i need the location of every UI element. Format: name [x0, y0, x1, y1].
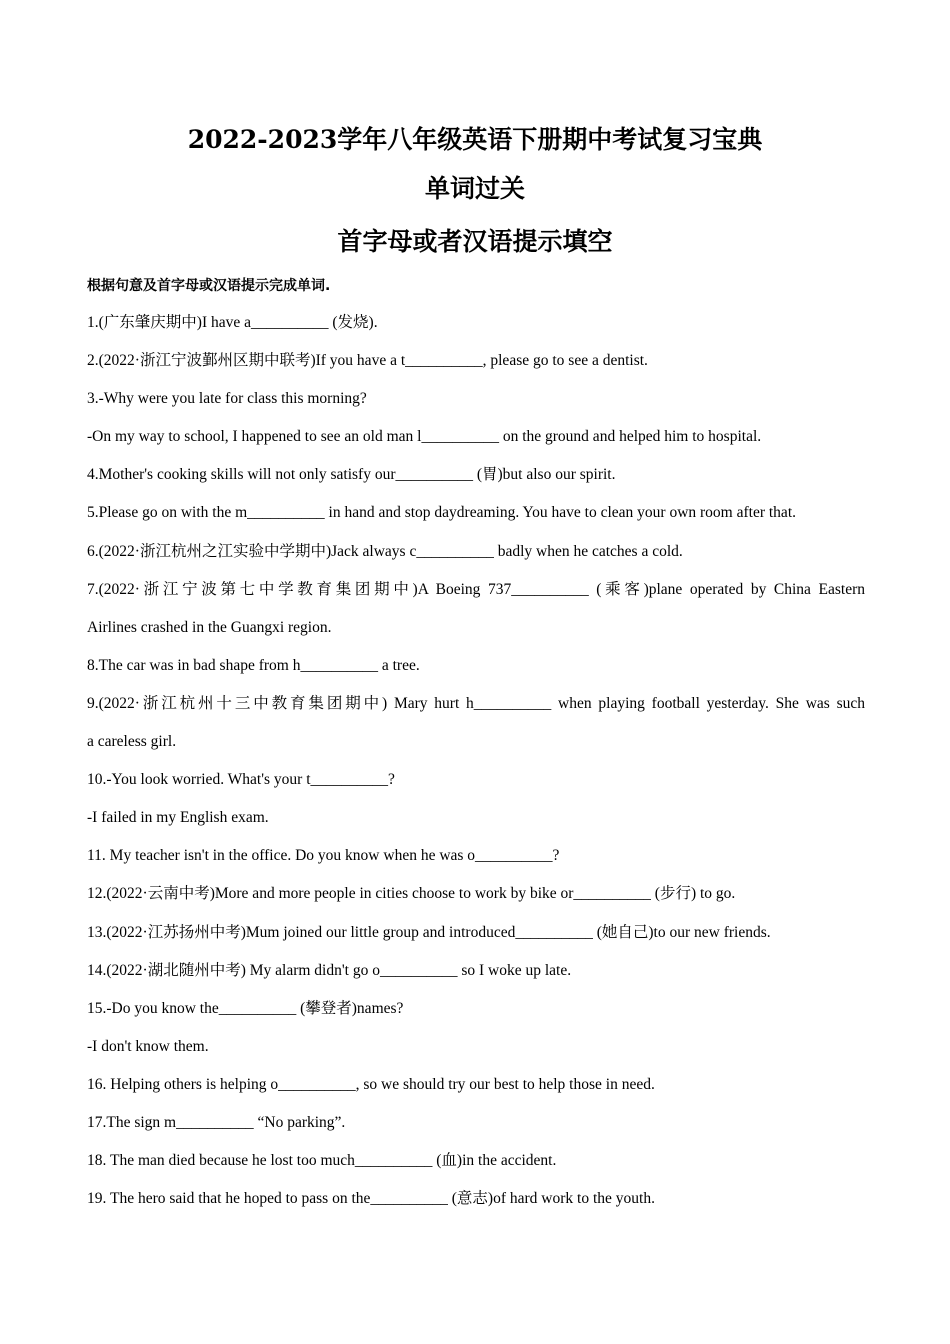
question-line: 2.(2022·浙江宁波鄞州区期中联考)If you have a t__________, please go to see a dentist.	[87, 352, 648, 370]
instructions: 根据句意及首字母或汉语提示完成单词.	[87, 278, 331, 294]
question-line: 13.(2022·江苏扬州中考)Mum joined our little group and introduced__________ (她自己)to our new friends.	[87, 923, 771, 941]
question-line: -On my way to school, I happened to see an old man l__________ on the ground and helped him to hospital.	[87, 428, 762, 446]
question-line: 8.The car was in bad shape from h__________ a tree.	[87, 656, 420, 674]
exercise-title: 首字母或者汉语提示填空	[337, 227, 613, 256]
question-line: 15.-Do you know the__________ (攀登者)names?	[87, 999, 404, 1017]
question-list	[87, 313, 865, 1227]
question-line: Airlines crashed in the Guangxi region.	[87, 618, 332, 636]
question-line: a careless girl.	[87, 733, 177, 751]
question-line: 16. Helping others is helping o__________, so we should try our best to help those in need.	[87, 1075, 655, 1093]
question-line: 18. The man died because he lost too much__________ (血)in the accident.	[87, 1152, 557, 1170]
question-line: 11. My teacher isn't in the office. Do you know when he was o__________?	[87, 847, 560, 865]
question-line: -I failed in my English exam.	[87, 809, 269, 827]
question-line: 4.Mother's cooking skills will not only satisfy our__________ (胃)but also our spirit.	[87, 466, 616, 484]
question-line: 17.The sign m__________ “No parking”.	[87, 1113, 346, 1131]
question-line: 19. The hero said that he hoped to pass on the__________ (意志)of hard work to the youth.	[87, 1190, 655, 1208]
question-line: 10.-You look worried. What's your t__________?	[87, 771, 395, 789]
question-line: -I don't know them.	[87, 1037, 209, 1055]
question-line: 12.(2022·云南中考)More and more people in cities choose to work by bike or__________ (步行) to go.	[87, 885, 736, 903]
question-line: 6.(2022·浙江杭州之江实验中学期中)Jack always c__________ badly when he catches a cold.	[87, 542, 683, 560]
section-title: 单词过关	[424, 174, 525, 203]
question-line: 14.(2022·湖北随州中考) My alarm didn't go o__________ so I woke up late.	[87, 961, 572, 979]
question-line: 9.(2022·浙江杭州十三中教育集团期中) Mary hurt h__________ when playing football yesterday. She was such	[87, 694, 865, 712]
question-line: 1.(广东肇庆期中)I have a__________ (发烧).	[87, 314, 378, 331]
document-title: 2022-2023学年八年级英语下册期中考试复习宝典	[187, 125, 763, 154]
question-line: 3.-Why were you late for class this morning?	[87, 390, 367, 408]
question-line: 5.Please go on with the m__________ in hand and stop daydreaming. You have to clean your own room after that.	[87, 504, 796, 522]
question-line: 7.(2022·浙江宁波第七中学教育集团期中)A Boeing 737__________ (乘客)plane operated by China Eastern	[87, 580, 865, 598]
